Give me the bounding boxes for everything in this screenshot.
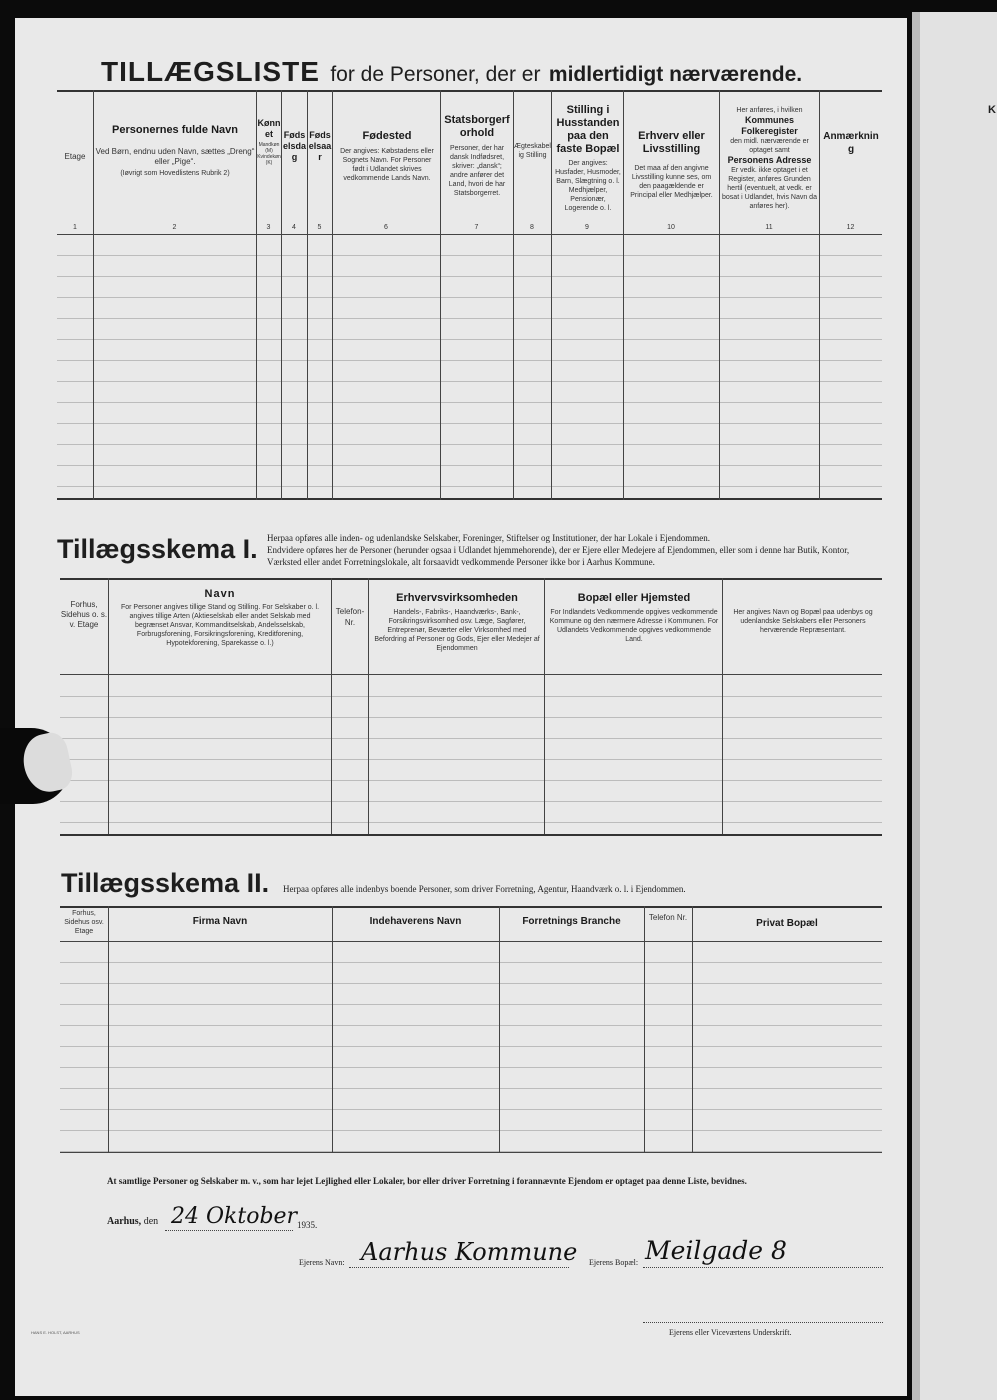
adjacent-page-letter: K	[988, 104, 996, 116]
date-underline	[165, 1230, 293, 1232]
owner-name-underline	[349, 1267, 569, 1268]
page-title	[101, 56, 802, 88]
col-num: 5	[317, 224, 322, 231]
owner-name-label: Ejerens Navn:	[299, 1258, 345, 1267]
schema-2-title: Tillægsskema II.	[61, 868, 270, 898]
schema-2-rows[interactable]	[60, 942, 882, 1152]
col-sex-header: Kønnet Mandkøn (M) Kvindekøn (K)	[257, 118, 281, 166]
col-num: 1	[73, 224, 77, 231]
printer-imprint: HANS E. HOLST, AARHUS	[31, 1330, 80, 1335]
s1-col-etage-header: Forhus, Sidehus o. s. v. Etage	[60, 600, 108, 629]
owner-address-label: Ejerens Bopæl:	[589, 1258, 639, 1267]
form-page	[15, 18, 907, 1396]
s2-col-etage-header: Forhus, Sidehus osv. Etage	[64, 910, 104, 935]
adjacent-page	[912, 12, 997, 1400]
col-num: 11	[765, 224, 773, 231]
s2-col-firm-header: Firma Navn	[192, 916, 248, 927]
col-remarks-header: Anmærkning	[823, 131, 879, 155]
schema-1-rows[interactable]	[60, 676, 882, 834]
col-num: 6	[384, 224, 388, 231]
col-num: 8	[530, 224, 534, 231]
col-household-header: Stilling i Husstanden paa den faste Bopæl Der angives: Husfader, Husmoder, Barn, Slægtning o. l. Medhjælper, Pensionær, Logerende o. l.	[555, 104, 621, 212]
s2-col-phone-header: Telefon Nr.	[648, 913, 688, 922]
schema-1-title: Tillægsskema I.	[57, 534, 258, 564]
title-bold: midlertidigt nærværende.	[548, 63, 803, 86]
col-etage-header: Etage	[64, 152, 86, 161]
col-num: 4	[292, 224, 296, 231]
handwritten-date[interactable]: 24 Oktober	[171, 1204, 298, 1229]
s1-col-business-header: Erhvervsvirksomheden Handels-, Fabriks-, Haandværks-, Bank-, Forsikringsvirksomhed osv. Læge, Sagfører, Entreprenør, Beværter eller Virksomhed med Befordring af Personer og Gods, Ejer eller Medejer af Ejendommen	[374, 592, 540, 652]
schema-1-table	[60, 578, 882, 836]
handwritten-owner-name[interactable]: Aarhus Kommune	[361, 1238, 578, 1266]
col-birthday-header: Fødselsdag	[282, 130, 306, 162]
handwritten-owner-address[interactable]: Meilgade 8	[645, 1236, 787, 1265]
col-name-header: Personernes fulde Navn Ved Børn, endnu uden Navn, sættes „Dreng“ eller „Pige“. (Iøvrigt som Hovedlistens Rubrik 2)	[95, 124, 255, 177]
col-marital-header: Ægteskabelig Stilling	[514, 143, 551, 159]
col-num: 7	[474, 224, 479, 231]
s2-col-branch-header: Forretnings Branche	[522, 916, 621, 927]
col-birthyear-header: Fødselsaar	[308, 130, 332, 162]
signature-line[interactable]	[643, 1322, 883, 1323]
s1-col-residence-header: Bopæl eller Hjemsted For Indlandets Vedkommende opgives vedkommende Kommune og den nærmere Adresse i Kommunen. For Udlandets Vedkommende opgives vedkommende Land.	[549, 592, 719, 643]
s1-col-name-header: Navn For Personer angives tillige Stand og Stilling. For Selskaber o. l. angives tillige Arten (Aktieselskab eller andet Selskab med begrænset Ansvar, Kommanditselskab, Andelsselskab, Forbrugsforening, Forsikringsforening, Kreditforening, Hypotekforening, Sparekasse o. l.)	[120, 588, 320, 647]
col-num: 9	[585, 224, 589, 231]
year-label: 1935.	[297, 1220, 318, 1230]
s2-col-private-header: Privat Bopæl	[756, 918, 818, 929]
col-num: 10	[667, 224, 675, 231]
schema-1-description: Herpaa opføres alle inden- og udenlandske Selskaber, Foreninger, Stiftelser og Institutioner, der har Lokale i Ejendommen. Endvidere opføres her de Personer (herunder ogsaa i Udlandet hjemmehorende), der er Ejere eller Medejere af Ejendommen, eller som i denne har Butik, Kontor, Værksted eller andet Forretningslokale, alt forsaavidt vedkommende Personer ikke bor i Aarhus Kommune.	[267, 533, 850, 567]
signature-label: Ejerens eller Viceværtens Underskrift.	[669, 1328, 792, 1337]
schema-2-table	[60, 906, 882, 1154]
title-rest: for de Personer, der er	[330, 63, 541, 86]
main-table	[57, 90, 882, 500]
col-occupation-header: Erhverv eller Livsstilling Det maa af den angivne Livsstilling kunne ses, om den paagældende er Principal eller Medhjælper.	[630, 130, 713, 199]
col-num: 2	[172, 224, 177, 231]
col-birthplace-header: Fødested Der angives: Købstadens eller Sognets Navn. For Personer født i Udlandet skrives vedkommende Lands Navn.	[340, 130, 434, 182]
schema-2-description: Herpaa opføres alle indenbys boende Personer, som driver Forretning, Agentur, Haandværk o. l. i Ejendommen.	[283, 884, 686, 894]
date-line: Aarhus, den	[107, 1216, 159, 1227]
thumb	[0, 728, 70, 804]
s1-col-representative-header: Her angives Navn og Bopæl paa udenbys og udenlandske Selskabers eller Personers herværende Repræsentant.	[733, 609, 873, 634]
col-register-header: Her anføres, i hvilken Kommunes Folkeregister den midl. nærværende er optaget samt Personens Adresse Er vedk. ikke optaget i et Register, anføres Grunden hertil (eventuelt, at vedk. er bosat i Udlandet, hvis Navn da anføres her).	[722, 107, 817, 210]
attestation-statement: At samtlige Personer og Selskaber m. v., som har lejet Lejlighed eller Lokaler, bor eller driver Forretning i forannævnte Ejendom er optaget paa denne Liste, bevidnes.	[107, 1176, 747, 1186]
col-num: 3	[266, 224, 271, 231]
s2-col-owner-header: Indehaverens Navn	[369, 916, 462, 927]
owner-address-underline	[643, 1267, 883, 1268]
title-main: TILLÆGSLISTE	[101, 56, 320, 87]
col-num: 12	[846, 224, 855, 231]
page-edge	[912, 12, 920, 1400]
entry-rows[interactable]	[57, 235, 882, 498]
col-citizenship-header: Statsborgerforhold Personer, der har dansk Indfødsret, skriver: „dansk“; andre anfører det Land, hvori de har Statsborgerret.	[444, 114, 510, 197]
s1-col-phone-header: Telefon-Nr.	[335, 607, 365, 627]
